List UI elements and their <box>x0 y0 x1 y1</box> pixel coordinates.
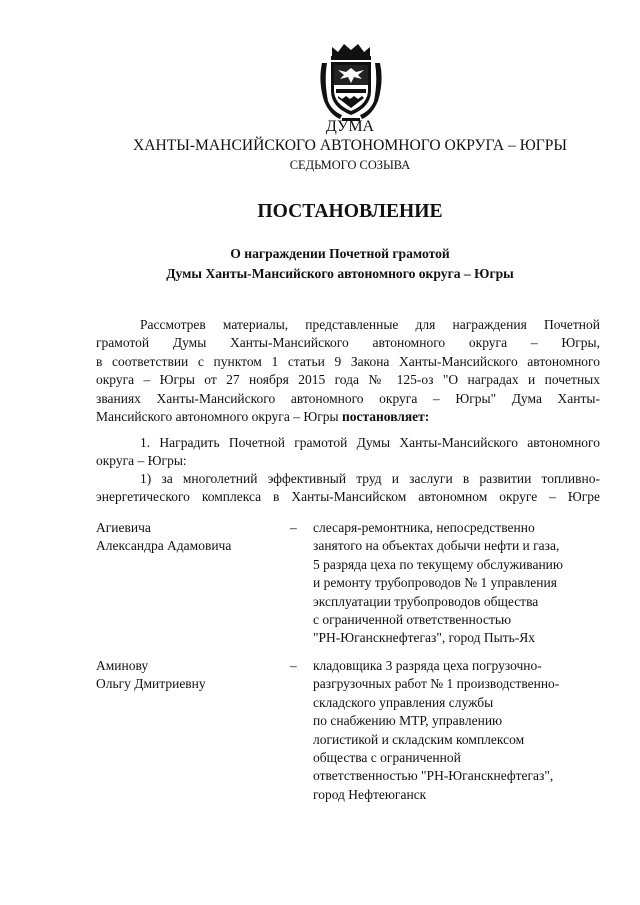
preamble-line-3: в соответствии с пунктом 1 статьи 9 Закона Ханты-Мансийского автономного <box>96 353 600 369</box>
awardee-given-names: Ольгу Дмитриевну <box>96 676 206 692</box>
preamble-line-6 <box>96 408 600 426</box>
awardee-dash: – <box>290 520 297 535</box>
awardee-position <box>313 519 613 648</box>
document-title: ПОСТАНОВЛЕНИЕ <box>257 201 443 222</box>
issuer-title: ДУМА <box>325 118 375 135</box>
subject-line-1: О награждении Почетной грамотой <box>230 246 450 261</box>
item-1-paragraph <box>96 434 600 471</box>
preamble-paragraph <box>96 316 600 426</box>
awardee-name <box>96 519 276 556</box>
position-line: "РН-Юганскнефтегаз", город Пыть-Ях <box>313 630 536 646</box>
awardee-dash: – <box>290 658 297 673</box>
awardee-given-names: Александра Адамовича <box>96 538 232 554</box>
issuer-region: ХАНТЫ-МАНСИЙСКОГО АВТОНОМНОГО ОКРУГА – ЮГРЫ <box>132 137 568 154</box>
subitem-1-line-1: 1) за многолетний эффективный труд и заслуги в развитии топливно- <box>140 471 600 486</box>
coat-of-arms-emblem-icon <box>318 41 384 123</box>
item-1-line-1: 1. Наградить Почетной грамотой Думы Ханты-Мансийского автономного <box>140 435 600 450</box>
position-line: 5 разряда цеха по текущему обслуживанию <box>313 556 563 572</box>
awardee-surname: Аминову <box>96 658 149 673</box>
position-line: с ограниченной ответственностью <box>313 612 512 628</box>
subject-line-2: Думы Ханты-Мансийского автономного округа – Югры <box>166 266 514 281</box>
position-line: по снабжению МТР, управлению <box>313 713 503 729</box>
preamble-line-4: округа – Югры от 27 ноября 2015 года № 125-оз "О наградах и почетных <box>96 372 600 388</box>
awardee-position <box>313 657 613 804</box>
document-subject <box>0 244 640 284</box>
position-line: общества с ограниченной <box>313 750 461 766</box>
position-line: город Нефтеюганск <box>313 786 427 802</box>
position-line: складского управления службы <box>313 694 494 710</box>
position-line: ответственностью "РН-Юганскнефтегаз", <box>313 768 554 784</box>
subitem-1-line-2: энергетического комплекса в Ханты-Мансийском автономном округе – Югре <box>96 489 600 505</box>
preamble-line-6-text: Мансийского автономного округа – Югры <box>96 408 342 424</box>
subitem-1-paragraph <box>96 470 600 507</box>
awardee-surname: Агиевича <box>96 520 151 535</box>
position-line: логистикой и складским комплексом <box>313 731 525 747</box>
preamble-line-5: званиях Ханты-Мансийского автономного округа – Югры" Дума Ханты- <box>96 390 600 406</box>
preamble-resolves: постановляет: <box>341 408 430 424</box>
position-line: и ремонту трубопроводов № 1 управления <box>313 575 557 591</box>
preamble-line-2: грамотой Думы Ханты-Мансийского автономного округа – Югры, <box>96 335 600 351</box>
position-line: эксплуатации трубопроводов общества <box>313 593 539 609</box>
issuer-convocation: СЕДЬМОГО СОЗЫВА <box>289 158 411 172</box>
position-line: разгрузочных работ № 1 производственно- <box>313 676 560 692</box>
item-1-line-2: округа – Югры: <box>96 453 187 469</box>
position-line: занятого на объектах добычи нефти и газа, <box>313 538 560 554</box>
preamble-line-1: Рассмотрев материалы, представленные для награждения Почетной <box>140 317 600 332</box>
awardee-name <box>96 657 276 694</box>
position-line: кладовщика 3 разряда цеха погрузочно- <box>313 658 542 673</box>
position-line: слесаря-ремонтника, непосредственно <box>313 520 535 535</box>
